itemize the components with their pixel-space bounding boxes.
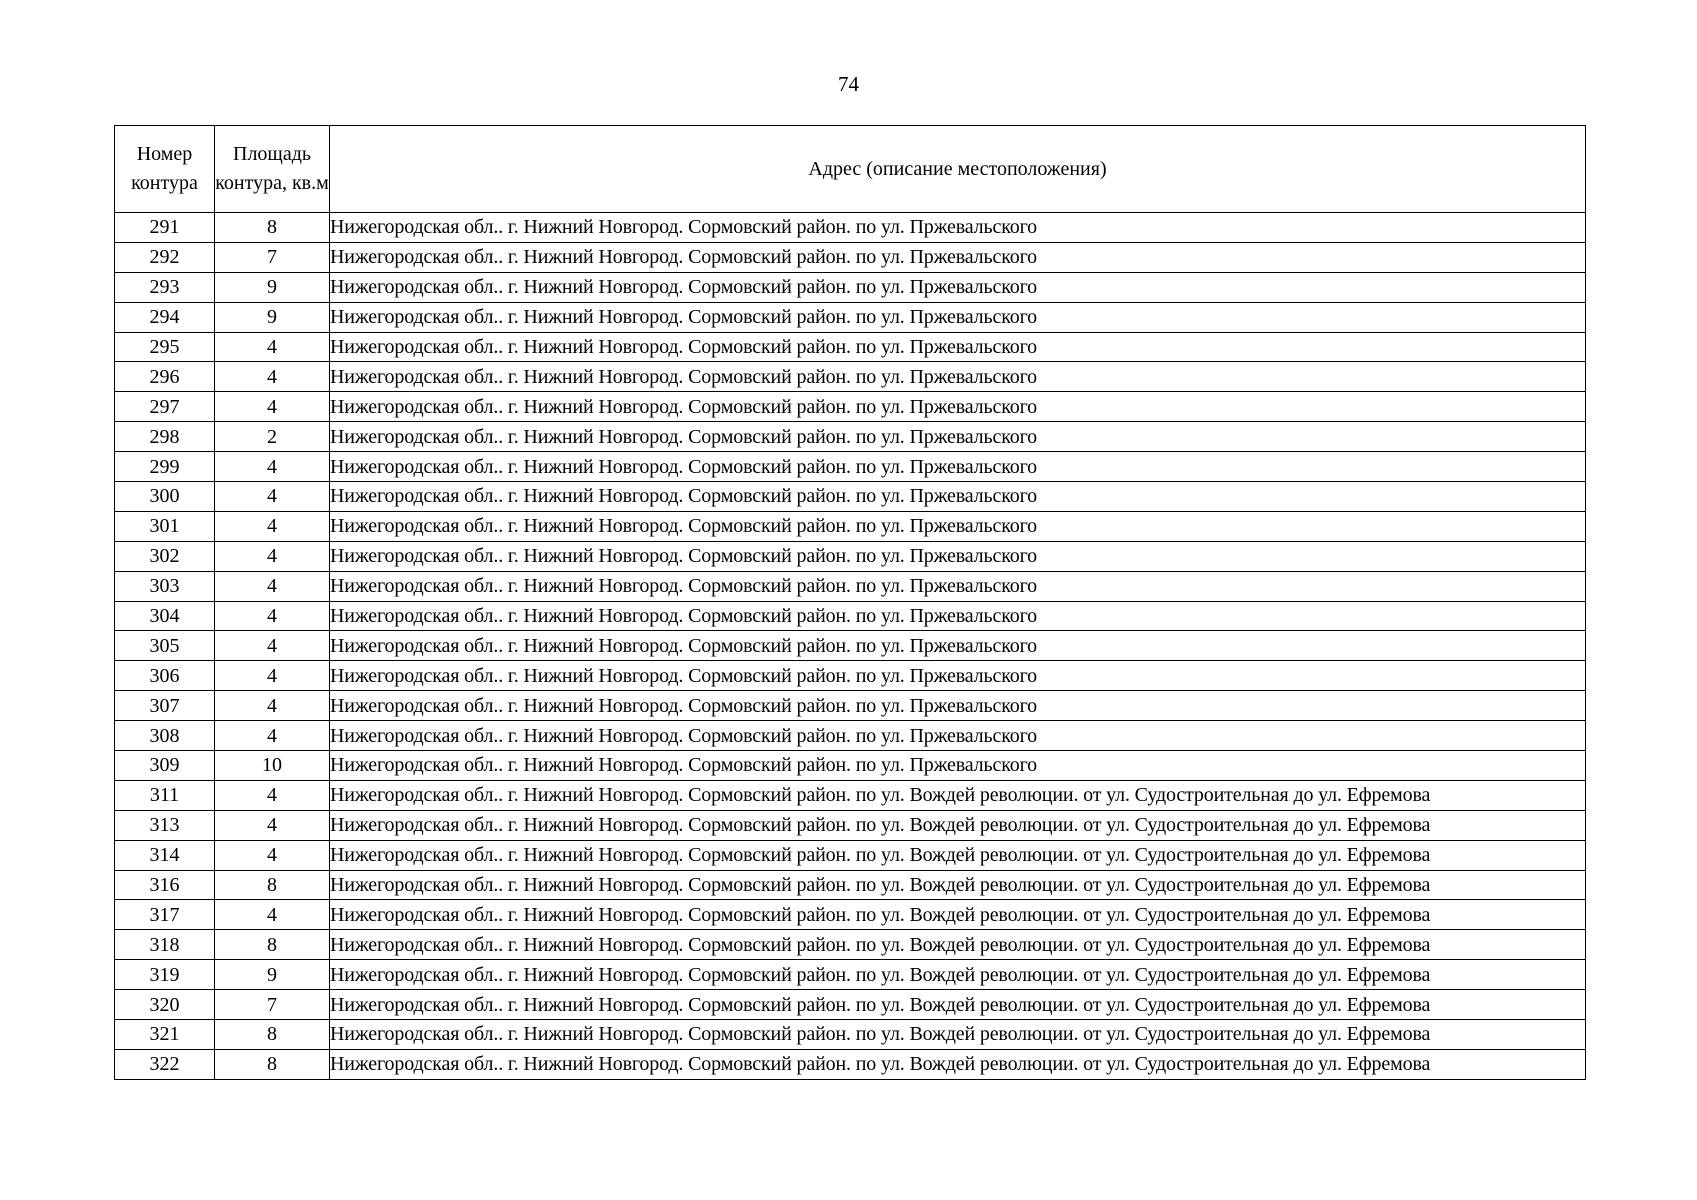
cell-contour-area: 4 bbox=[215, 900, 330, 930]
table-row bbox=[115, 213, 1586, 243]
cell-address: Нижегородская обл.. г. Нижний Новгород. Сормовский район. по ул. Вождей революции. от ул. Судостроительная до ул. Ефремова bbox=[330, 930, 1586, 960]
page-number: 74 bbox=[838, 72, 859, 96]
table-row bbox=[115, 422, 1586, 452]
cell-address: Нижегородская обл.. г. Нижний Новгород. Сормовский район. по ул. Пржевальского bbox=[330, 751, 1586, 781]
cell-contour-area: 4 bbox=[215, 392, 330, 422]
cell-address: Нижегородская обл.. г. Нижний Новгород. Сормовский район. по ул. Вождей революции. от ул. Судостроительная до ул. Ефремова bbox=[330, 840, 1586, 870]
table-row bbox=[115, 571, 1586, 601]
cell-contour-area: 9 bbox=[215, 960, 330, 990]
cell-contour-area: 8 bbox=[215, 213, 330, 243]
table-row bbox=[115, 990, 1586, 1020]
cell-address: Нижегородская обл.. г. Нижний Новгород. Сормовский район. по ул. Пржевальского bbox=[330, 362, 1586, 392]
cell-contour-number: 294 bbox=[115, 302, 215, 332]
cell-contour-area: 10 bbox=[215, 751, 330, 781]
header-address: Адрес (описание местоположения) bbox=[330, 126, 1586, 213]
cell-contour-number: 292 bbox=[115, 242, 215, 272]
cell-contour-number: 314 bbox=[115, 840, 215, 870]
cell-address: Нижегородская обл.. г. Нижний Новгород. Сормовский район. по ул. Пржевальского bbox=[330, 422, 1586, 452]
cell-contour-number: 322 bbox=[115, 1049, 215, 1079]
cell-address: Нижегородская обл.. г. Нижний Новгород. Сормовский район. по ул. Пржевальского bbox=[330, 332, 1586, 362]
cell-contour-area: 8 bbox=[215, 1020, 330, 1050]
table-row bbox=[115, 810, 1586, 840]
cell-address: Нижегородская обл.. г. Нижний Новгород. Сормовский район. по ул. Вождей революции. от ул. Судостроительная до ул. Ефремова bbox=[330, 1020, 1586, 1050]
cell-contour-area: 2 bbox=[215, 422, 330, 452]
cell-contour-area: 4 bbox=[215, 631, 330, 661]
cell-contour-number: 305 bbox=[115, 631, 215, 661]
cell-contour-area: 7 bbox=[215, 990, 330, 1020]
cell-contour-number: 311 bbox=[115, 780, 215, 810]
table-row bbox=[115, 631, 1586, 661]
cell-contour-area: 4 bbox=[215, 541, 330, 571]
cell-contour-number: 317 bbox=[115, 900, 215, 930]
table-row bbox=[115, 930, 1586, 960]
table-row bbox=[115, 870, 1586, 900]
cell-contour-area: 8 bbox=[215, 930, 330, 960]
table-row bbox=[115, 1049, 1586, 1079]
cell-contour-number: 316 bbox=[115, 870, 215, 900]
cell-address: Нижегородская обл.. г. Нижний Новгород. Сормовский район. по ул. Пржевальского bbox=[330, 601, 1586, 631]
table-row bbox=[115, 900, 1586, 930]
table-row bbox=[115, 272, 1586, 302]
cell-contour-number: 296 bbox=[115, 362, 215, 392]
cell-contour-number: 300 bbox=[115, 482, 215, 512]
table-row bbox=[115, 452, 1586, 482]
cell-address: Нижегородская обл.. г. Нижний Новгород. Сормовский район. по ул. Пржевальского bbox=[330, 511, 1586, 541]
cell-contour-area: 4 bbox=[215, 601, 330, 631]
cell-contour-number: 318 bbox=[115, 930, 215, 960]
cell-address: Нижегородская обл.. г. Нижний Новгород. Сормовский район. по ул. Пржевальского bbox=[330, 213, 1586, 243]
table-row bbox=[115, 780, 1586, 810]
table-row bbox=[115, 691, 1586, 721]
header-contour-area: Площадь контура, кв.м bbox=[215, 126, 330, 213]
cell-address: Нижегородская обл.. г. Нижний Новгород. Сормовский район. по ул. Вождей революции. от ул. Судостроительная до ул. Ефремова bbox=[330, 960, 1586, 990]
table-row bbox=[115, 840, 1586, 870]
table-row bbox=[115, 661, 1586, 691]
cell-address: Нижегородская обл.. г. Нижний Новгород. Сормовский район. по ул. Пржевальского bbox=[330, 721, 1586, 751]
cell-address: Нижегородская обл.. г. Нижний Новгород. Сормовский район. по ул. Пржевальского bbox=[330, 272, 1586, 302]
table-row bbox=[115, 362, 1586, 392]
table-row bbox=[115, 541, 1586, 571]
cell-address: Нижегородская обл.. г. Нижний Новгород. Сормовский район. по ул. Пржевальского bbox=[330, 571, 1586, 601]
cell-contour-number: 308 bbox=[115, 721, 215, 751]
cell-contour-number: 303 bbox=[115, 571, 215, 601]
cell-contour-area: 7 bbox=[215, 242, 330, 272]
cell-address: Нижегородская обл.. г. Нижний Новгород. Сормовский район. по ул. Пржевальского bbox=[330, 631, 1586, 661]
cell-contour-number: 319 bbox=[115, 960, 215, 990]
cell-address: Нижегородская обл.. г. Нижний Новгород. Сормовский район. по ул. Пржевальского bbox=[330, 452, 1586, 482]
cell-contour-area: 4 bbox=[215, 362, 330, 392]
table-row bbox=[115, 721, 1586, 751]
table-row bbox=[115, 392, 1586, 422]
cell-contour-number: 295 bbox=[115, 332, 215, 362]
table-header-row bbox=[115, 126, 1586, 213]
cell-contour-number: 299 bbox=[115, 452, 215, 482]
cell-contour-area: 4 bbox=[215, 840, 330, 870]
cell-address: Нижегородская обл.. г. Нижний Новгород. Сормовский район. по ул. Пржевальского bbox=[330, 392, 1586, 422]
cell-address: Нижегородская обл.. г. Нижний Новгород. Сормовский район. по ул. Пржевальского bbox=[330, 482, 1586, 512]
cell-contour-number: 291 bbox=[115, 213, 215, 243]
cell-contour-number: 302 bbox=[115, 541, 215, 571]
cell-contour-number: 297 bbox=[115, 392, 215, 422]
cell-address: Нижегородская обл.. г. Нижний Новгород. Сормовский район. по ул. Вождей революции. от ул. Судостроительная до ул. Ефремова bbox=[330, 780, 1586, 810]
table-body bbox=[115, 213, 1586, 1080]
cell-contour-area: 9 bbox=[215, 272, 330, 302]
cell-address: Нижегородская обл.. г. Нижний Новгород. Сормовский район. по ул. Вождей революции. от ул. Судостроительная до ул. Ефремова bbox=[330, 810, 1586, 840]
cell-contour-area: 4 bbox=[215, 721, 330, 751]
cell-address: Нижегородская обл.. г. Нижний Новгород. Сормовский район. по ул. Вождей революции. от ул. Судостроительная до ул. Ефремова bbox=[330, 870, 1586, 900]
cell-contour-area: 9 bbox=[215, 302, 330, 332]
cell-contour-area: 4 bbox=[215, 452, 330, 482]
cell-contour-number: 301 bbox=[115, 511, 215, 541]
cell-contour-area: 4 bbox=[215, 661, 330, 691]
cell-contour-number: 320 bbox=[115, 990, 215, 1020]
cell-contour-number: 313 bbox=[115, 810, 215, 840]
table-row bbox=[115, 751, 1586, 781]
cell-contour-area: 8 bbox=[215, 870, 330, 900]
cell-contour-number: 307 bbox=[115, 691, 215, 721]
cell-contour-area: 4 bbox=[215, 332, 330, 362]
header-contour-number: Номер контура bbox=[115, 126, 215, 213]
cell-contour-number: 293 bbox=[115, 272, 215, 302]
cell-address: Нижегородская обл.. г. Нижний Новгород. Сормовский район. по ул. Пржевальского bbox=[330, 541, 1586, 571]
cell-contour-number: 321 bbox=[115, 1020, 215, 1050]
cell-contour-area: 4 bbox=[215, 810, 330, 840]
cell-contour-area: 4 bbox=[215, 511, 330, 541]
cell-contour-area: 4 bbox=[215, 691, 330, 721]
cell-contour-number: 304 bbox=[115, 601, 215, 631]
cell-contour-number: 306 bbox=[115, 661, 215, 691]
cell-contour-number: 309 bbox=[115, 751, 215, 781]
cell-address: Нижегородская обл.. г. Нижний Новгород. Сормовский район. по ул. Пржевальского bbox=[330, 691, 1586, 721]
table-row bbox=[115, 332, 1586, 362]
cell-address: Нижегородская обл.. г. Нижний Новгород. Сормовский район. по ул. Пржевальского bbox=[330, 661, 1586, 691]
cell-address: Нижегородская обл.. г. Нижний Новгород. Сормовский район. по ул. Пржевальского bbox=[330, 302, 1586, 332]
cell-contour-area: 4 bbox=[215, 482, 330, 512]
cell-address: Нижегородская обл.. г. Нижний Новгород. Сормовский район. по ул. Вождей революции. от ул. Судостроительная до ул. Ефремова bbox=[330, 1049, 1586, 1079]
cell-address: Нижегородская обл.. г. Нижний Новгород. Сормовский район. по ул. Вождей революции. от ул. Судостроительная до ул. Ефремова bbox=[330, 900, 1586, 930]
cell-contour-number: 298 bbox=[115, 422, 215, 452]
table-row bbox=[115, 242, 1586, 272]
contour-table bbox=[114, 125, 1586, 1080]
table-row bbox=[115, 601, 1586, 631]
table-row bbox=[115, 302, 1586, 332]
cell-address: Нижегородская обл.. г. Нижний Новгород. Сормовский район. по ул. Пржевальского bbox=[330, 242, 1586, 272]
table-row bbox=[115, 960, 1586, 990]
cell-address: Нижегородская обл.. г. Нижний Новгород. Сормовский район. по ул. Вождей революции. от ул. Судостроительная до ул. Ефремова bbox=[330, 990, 1586, 1020]
table-row bbox=[115, 482, 1586, 512]
cell-contour-area: 8 bbox=[215, 1049, 330, 1079]
cell-contour-area: 4 bbox=[215, 780, 330, 810]
table-row bbox=[115, 1020, 1586, 1050]
cell-contour-area: 4 bbox=[215, 571, 330, 601]
table-row bbox=[115, 511, 1586, 541]
